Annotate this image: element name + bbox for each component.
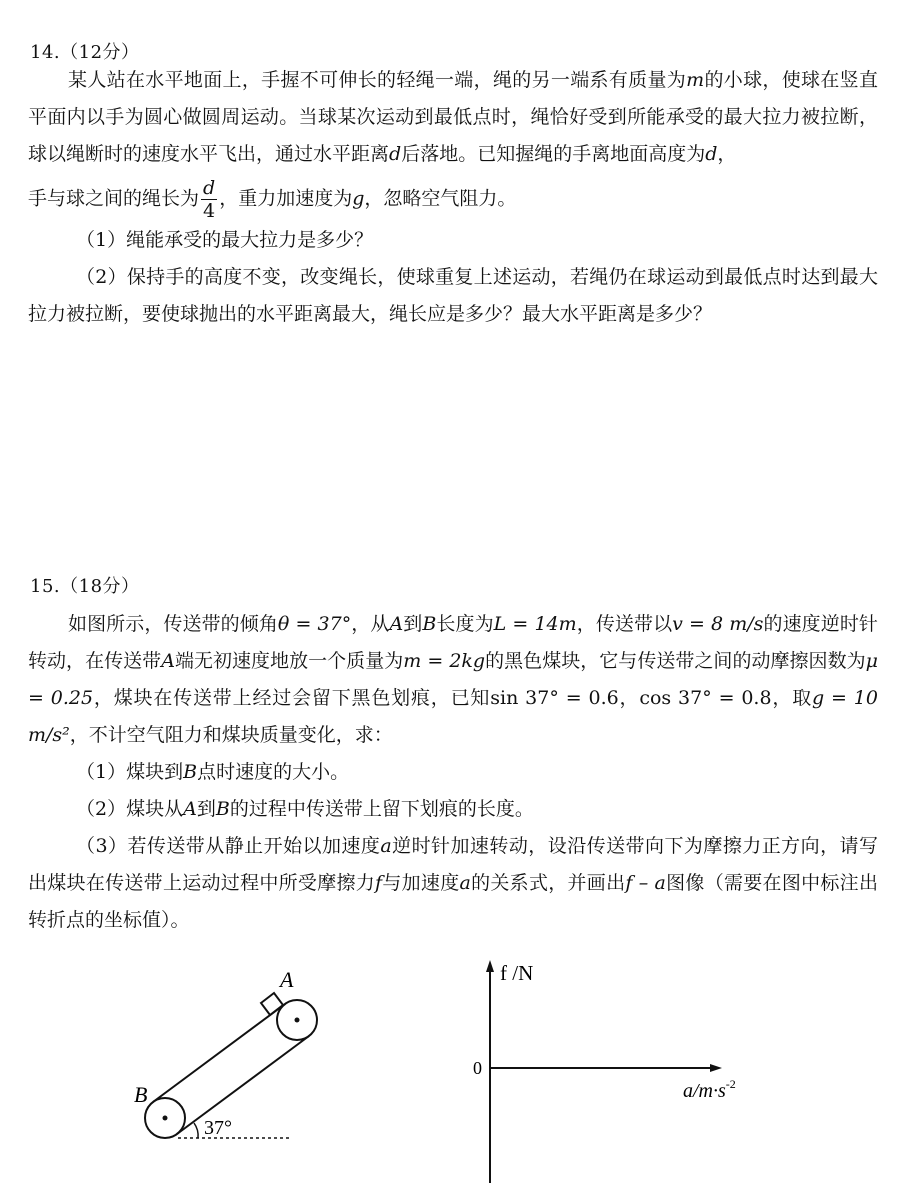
q15-header: 15.（18分）	[30, 576, 140, 597]
q14-body	[28, 62, 878, 333]
q15-body	[28, 606, 878, 939]
pulley-b-axle	[163, 1116, 168, 1121]
origin-label: 0	[473, 1058, 482, 1078]
pulley-a-axle	[295, 1018, 300, 1023]
q15-sub3: （3）若传送带从静止开始以加速度a逆时针加速转动，设沿传送带向下为摩擦力正方向，请写出煤块在传送带上运动过程中所受摩擦力f与加速度a的关系式，并画出f – a图像（需要在图中标注出转折点的坐标值）。	[28, 835, 878, 931]
label-a: A	[280, 967, 294, 992]
q14-stem: 某人站在水平地面上，手握不可伸长的轻绳一端，绳的另一端系有质量为m的小球，使球在竖直平面内以手为圆心做圆周运动。当球某次运动到最低点时，绳恰好受到所能承受的最大拉力被拉断，球以绳断时的速度水平飞出，通过水平距离d后落地。已知握绳的手离地面高度为d，	[28, 69, 878, 165]
q15-stem: 如图所示，传送带的倾角θ = 37°，从A到B长度为L = 14m，传送带以v = 8 m/s的速度逆时针转动，在传送带A端无初速度地放一个质量为m = 2kg的黑色煤块，它与传送带之间的动摩擦因数为μ = 0.25，煤块在传送带上经过会留下黑色划痕，已知sin 37° = 0.6，cos 37° = 0.8，取g = 10 m/s²，不计空气阻力和煤块质量变化，求：	[28, 613, 878, 746]
q14-sub2: （2）保持手的高度不变，改变绳长，使球重复上述运动，若绳仍在球运动到最低点时达到最大拉力被拉断，要使球抛出的水平距离最大，绳长应是多少？最大水平距离是多少？	[28, 266, 878, 325]
y-axis-arrow	[486, 960, 494, 972]
x-axis-arrow	[710, 1064, 722, 1072]
x-axis-label: $a/m\cdot s^{-2}$	[683, 1077, 736, 1102]
conveyor-belt-figure	[120, 960, 340, 1150]
q14-sub1: （1）绳能承受的最大拉力是多少？	[76, 229, 374, 251]
y-axis-label: f /N	[500, 961, 534, 985]
q14-stem-line2: 手与球之间的绳长为 $\frac{d}{4}$ ，重力加速度为g，忽略空气阻力。	[28, 177, 517, 222]
angle-arc	[194, 1123, 198, 1138]
belt-lower	[177, 1036, 309, 1134]
angle-label: 37°	[204, 1117, 232, 1139]
q15-sub2: （2）煤块从A到B的过程中传送带上留下划痕的长度。	[76, 798, 534, 820]
label-b: B	[134, 1082, 148, 1107]
fraction-d-over-4: $\frac{d}{4}$	[203, 177, 216, 222]
q14-header: 14.（12分）	[30, 42, 140, 63]
q15-sub1: （1）煤块到B点时速度的大小。	[76, 761, 350, 783]
f-a-graph	[460, 958, 790, 1188]
belt-upper	[153, 1004, 285, 1102]
